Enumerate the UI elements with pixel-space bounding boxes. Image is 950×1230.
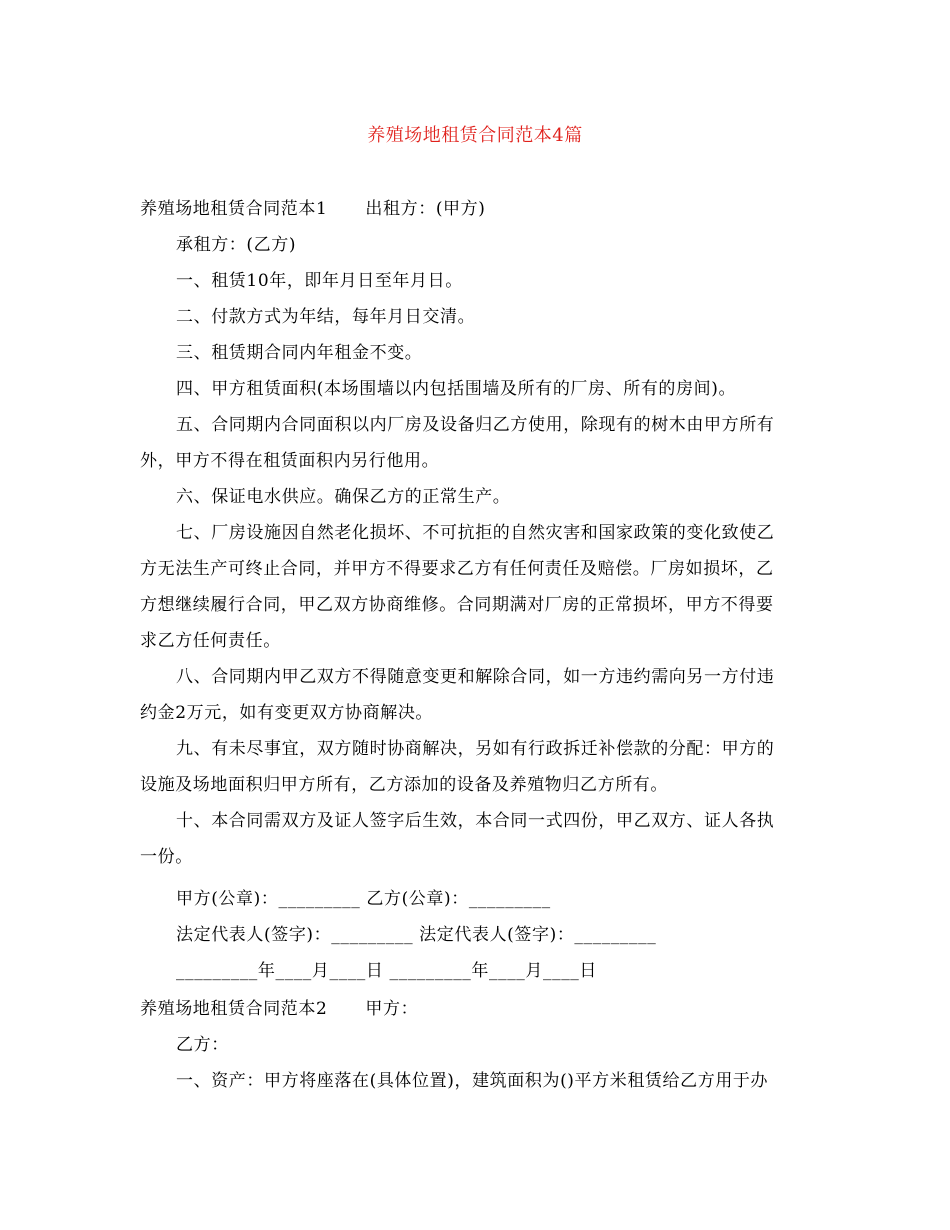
signature-seal-line: 甲方(公章)：_________ 乙方(公章)：_________ (176, 889, 551, 909)
clause-line: 九、有未尽事宜，双方随时协商解决，另如有行政拆迁补偿款的分配：甲方的 (176, 739, 775, 759)
signature-representative-line: 法定代表人(签字)：_________ 法定代表人(签字)：_________ (176, 925, 657, 945)
clause-line: 一份。 (140, 847, 193, 867)
clause-line: 十、本合同需双方及证人签字后生效，本合同一式四份，甲乙双方、证人各执 (176, 811, 775, 831)
clause-line: 一、租赁10年，即年月日至年月日。 (176, 271, 463, 291)
clause-line: 三、租赁期合同内年租金不变。 (176, 343, 423, 363)
clause-line: 六、保证电水供应。确保乙方的正常生产。 (176, 487, 511, 507)
section2-party-a: 甲方： (365, 999, 419, 1019)
section2-heading: 养殖场地租赁合同范本2 (140, 999, 328, 1019)
section2-clause-1: 一、资产：甲方将座落在(具体位置)，建筑面积为()平方米租赁给乙方用于办 (176, 1071, 769, 1091)
clause-line: 二、付款方式为年结，每年月日交清。 (176, 307, 476, 327)
section2-party-b: 乙方： (176, 1035, 229, 1055)
clause-line: 约金2万元，如有变更双方协商解决。 (140, 703, 434, 723)
clause-line: 七、厂房设施因自然老化损坏、不可抗拒的自然灾害和国家政策的变化致使乙 (176, 523, 775, 543)
section1-heading-row (140, 197, 820, 221)
clause-line: 设施及场地面积归甲方所有，乙方添加的设备及养殖物归乙方所有。 (140, 775, 668, 795)
section1-lessor: 出租方：(甲方) (365, 199, 486, 219)
clause-line: 方想继续履行合同，甲乙双方协商维修。合同期满对厂房的正常损坏，甲方不得要 (140, 595, 774, 615)
section1-lessee: 承租方：(乙方) (176, 235, 297, 255)
clause-line: 八、合同期内甲乙双方不得随意变更和解除合同，如一方违约需向另一方付违 (176, 667, 775, 687)
clause-line: 求乙方任何责任。 (140, 631, 281, 651)
section2-heading-row (140, 997, 820, 1021)
signature-date-line: _________年____月____日 _________年____月____日 (176, 961, 598, 981)
document-title: 养殖场地租赁合同范本4篇 (367, 125, 583, 146)
section1-heading: 养殖场地租赁合同范本1 (140, 199, 328, 219)
clause-line: 外，甲方不得在租赁面积内另行他用。 (140, 451, 440, 471)
clause-line: 五、合同期内合同面积以内厂房及设备归乙方使用，除现有的树木由甲方所有 (176, 415, 775, 435)
clause-line: 四、甲方租赁面积(本场围墙以内包括围墙及所有的厂房、所有的房间)。 (176, 379, 737, 399)
clause-line: 方无法生产可终止合同，并甲方不得要求乙方有任何责任及赔偿。厂房如损坏，乙 (140, 559, 774, 579)
